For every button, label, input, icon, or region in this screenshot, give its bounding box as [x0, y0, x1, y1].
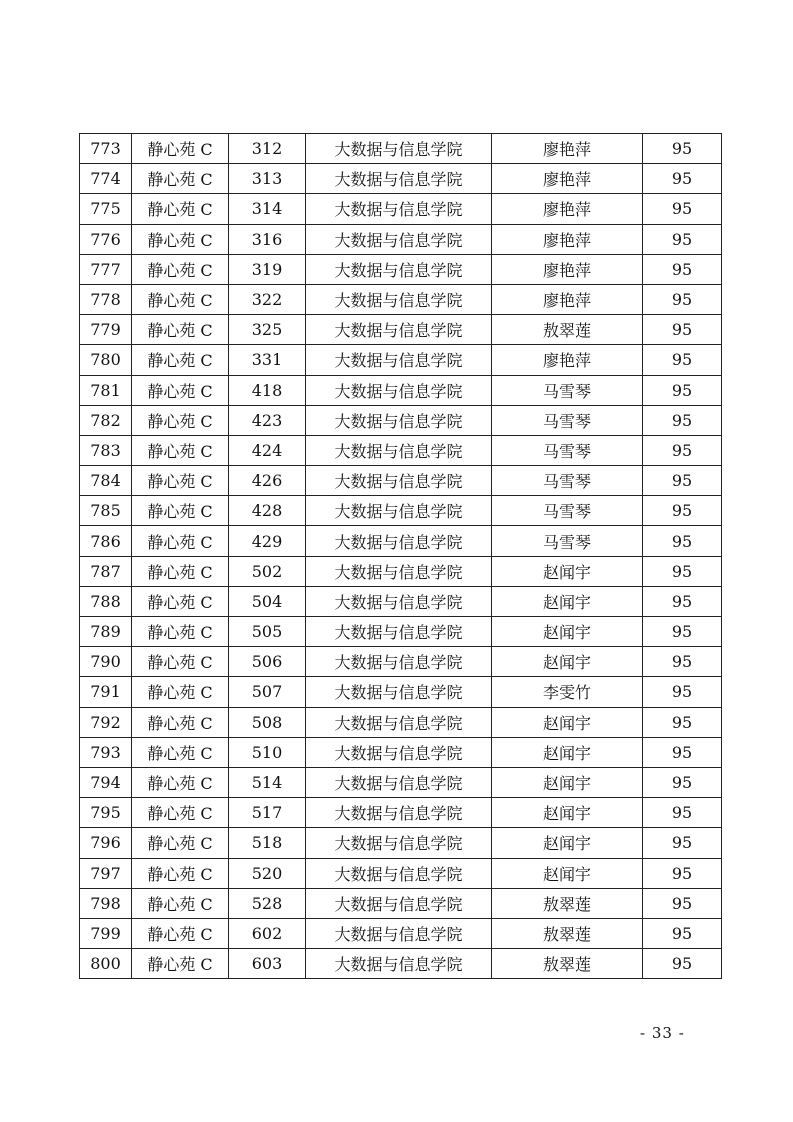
room-number-cell: 313 — [229, 164, 306, 194]
college-cell: 大数据与信息学院 — [306, 375, 492, 405]
college-cell: 大数据与信息学院 — [306, 617, 492, 647]
score-cell: 95 — [643, 949, 722, 979]
score-cell: 95 — [643, 918, 722, 948]
table-row — [80, 617, 722, 647]
college-cell: 大数据与信息学院 — [306, 284, 492, 314]
building-cell: 静心苑 C — [132, 496, 229, 526]
room-number-cell: 504 — [229, 586, 306, 616]
building-cell: 静心苑 C — [132, 647, 229, 677]
room-number-cell: 506 — [229, 647, 306, 677]
room-number-cell: 507 — [229, 677, 306, 707]
college-cell: 大数据与信息学院 — [306, 194, 492, 224]
name-cell: 赵闻宇 — [492, 737, 643, 767]
room-number-cell: 602 — [229, 918, 306, 948]
row-number-cell: 774 — [80, 164, 132, 194]
row-number-cell: 800 — [80, 949, 132, 979]
building-cell: 静心苑 C — [132, 918, 229, 948]
building-cell: 静心苑 C — [132, 828, 229, 858]
room-number-cell: 314 — [229, 194, 306, 224]
college-cell: 大数据与信息学院 — [306, 828, 492, 858]
name-cell: 廖艳萍 — [492, 284, 643, 314]
college-cell: 大数据与信息学院 — [306, 767, 492, 797]
name-cell: 廖艳萍 — [492, 194, 643, 224]
room-number-cell: 316 — [229, 224, 306, 254]
room-number-cell: 502 — [229, 556, 306, 586]
building-cell: 静心苑 C — [132, 949, 229, 979]
college-cell: 大数据与信息学院 — [306, 254, 492, 284]
table-row — [80, 586, 722, 616]
building-cell: 静心苑 C — [132, 888, 229, 918]
room-number-cell: 319 — [229, 254, 306, 284]
row-number-cell: 795 — [80, 798, 132, 828]
room-number-cell: 520 — [229, 858, 306, 888]
table-row — [80, 224, 722, 254]
row-number-cell: 791 — [80, 677, 132, 707]
name-cell: 赵闻宇 — [492, 828, 643, 858]
table-row — [80, 405, 722, 435]
score-cell: 95 — [643, 556, 722, 586]
table-row — [80, 918, 722, 948]
room-number-cell: 508 — [229, 707, 306, 737]
table-row — [80, 888, 722, 918]
dormitory-score-table — [79, 133, 722, 979]
row-number-cell: 778 — [80, 284, 132, 314]
score-cell: 95 — [643, 254, 722, 284]
table-row — [80, 858, 722, 888]
name-cell: 赵闻宇 — [492, 707, 643, 737]
name-cell: 廖艳萍 — [492, 254, 643, 284]
college-cell: 大数据与信息学院 — [306, 496, 492, 526]
room-number-cell: 312 — [229, 134, 306, 164]
score-cell: 95 — [643, 798, 722, 828]
table-row — [80, 194, 722, 224]
name-cell: 赵闻宇 — [492, 767, 643, 797]
score-cell: 95 — [643, 375, 722, 405]
name-cell: 马雪琴 — [492, 496, 643, 526]
row-number-cell: 792 — [80, 707, 132, 737]
table-row — [80, 798, 722, 828]
row-number-cell: 797 — [80, 858, 132, 888]
building-cell: 静心苑 C — [132, 556, 229, 586]
name-cell: 廖艳萍 — [492, 164, 643, 194]
building-cell: 静心苑 C — [132, 254, 229, 284]
room-number-cell: 603 — [229, 949, 306, 979]
college-cell: 大数据与信息学院 — [306, 134, 492, 164]
college-cell: 大数据与信息学院 — [306, 315, 492, 345]
page-number: - 33 - — [640, 1024, 685, 1042]
room-number-cell: 426 — [229, 466, 306, 496]
building-cell: 静心苑 C — [132, 677, 229, 707]
table-row — [80, 345, 722, 375]
room-number-cell: 418 — [229, 375, 306, 405]
room-number-cell: 322 — [229, 284, 306, 314]
building-cell: 静心苑 C — [132, 767, 229, 797]
name-cell: 马雪琴 — [492, 435, 643, 465]
college-cell: 大数据与信息学院 — [306, 707, 492, 737]
table-row — [80, 737, 722, 767]
score-cell: 95 — [643, 586, 722, 616]
row-number-cell: 794 — [80, 767, 132, 797]
room-number-cell: 423 — [229, 405, 306, 435]
row-number-cell: 790 — [80, 647, 132, 677]
college-cell: 大数据与信息学院 — [306, 737, 492, 767]
building-cell: 静心苑 C — [132, 224, 229, 254]
row-number-cell: 773 — [80, 134, 132, 164]
building-cell: 静心苑 C — [132, 798, 229, 828]
table-row — [80, 134, 722, 164]
score-cell: 95 — [643, 194, 722, 224]
row-number-cell: 783 — [80, 435, 132, 465]
building-cell: 静心苑 C — [132, 858, 229, 888]
row-number-cell: 793 — [80, 737, 132, 767]
building-cell: 静心苑 C — [132, 435, 229, 465]
table-row — [80, 677, 722, 707]
name-cell: 廖艳萍 — [492, 345, 643, 375]
college-cell: 大数据与信息学院 — [306, 949, 492, 979]
college-cell: 大数据与信息学院 — [306, 435, 492, 465]
college-cell: 大数据与信息学院 — [306, 164, 492, 194]
college-cell: 大数据与信息学院 — [306, 858, 492, 888]
table-row — [80, 828, 722, 858]
row-number-cell: 796 — [80, 828, 132, 858]
table-row — [80, 496, 722, 526]
name-cell: 敖翠莲 — [492, 918, 643, 948]
building-cell: 静心苑 C — [132, 194, 229, 224]
name-cell: 赵闻宇 — [492, 556, 643, 586]
score-cell: 95 — [643, 466, 722, 496]
name-cell: 李雯竹 — [492, 677, 643, 707]
name-cell: 敖翠莲 — [492, 888, 643, 918]
college-cell: 大数据与信息学院 — [306, 798, 492, 828]
dormitory-score-table-container — [79, 133, 715, 979]
row-number-cell: 789 — [80, 617, 132, 647]
score-cell: 95 — [643, 164, 722, 194]
name-cell: 马雪琴 — [492, 526, 643, 556]
table-row — [80, 284, 722, 314]
name-cell: 马雪琴 — [492, 466, 643, 496]
row-number-cell: 799 — [80, 918, 132, 948]
row-number-cell: 787 — [80, 556, 132, 586]
score-cell: 95 — [643, 707, 722, 737]
room-number-cell: 428 — [229, 496, 306, 526]
room-number-cell: 518 — [229, 828, 306, 858]
building-cell: 静心苑 C — [132, 466, 229, 496]
college-cell: 大数据与信息学院 — [306, 345, 492, 375]
table-row — [80, 435, 722, 465]
college-cell: 大数据与信息学院 — [306, 224, 492, 254]
college-cell: 大数据与信息学院 — [306, 526, 492, 556]
score-cell: 95 — [643, 737, 722, 767]
room-number-cell: 505 — [229, 617, 306, 647]
room-number-cell: 510 — [229, 737, 306, 767]
building-cell: 静心苑 C — [132, 375, 229, 405]
table-row — [80, 375, 722, 405]
building-cell: 静心苑 C — [132, 315, 229, 345]
room-number-cell: 528 — [229, 888, 306, 918]
name-cell: 赵闻宇 — [492, 798, 643, 828]
score-cell: 95 — [643, 677, 722, 707]
room-number-cell: 424 — [229, 435, 306, 465]
building-cell: 静心苑 C — [132, 586, 229, 616]
name-cell: 马雪琴 — [492, 405, 643, 435]
score-cell: 95 — [643, 496, 722, 526]
score-cell: 95 — [643, 134, 722, 164]
table-row — [80, 647, 722, 677]
building-cell: 静心苑 C — [132, 707, 229, 737]
row-number-cell: 784 — [80, 466, 132, 496]
name-cell: 赵闻宇 — [492, 858, 643, 888]
building-cell: 静心苑 C — [132, 284, 229, 314]
building-cell: 静心苑 C — [132, 134, 229, 164]
table-row — [80, 466, 722, 496]
row-number-cell: 777 — [80, 254, 132, 284]
room-number-cell: 517 — [229, 798, 306, 828]
name-cell: 赵闻宇 — [492, 586, 643, 616]
college-cell: 大数据与信息学院 — [306, 466, 492, 496]
college-cell: 大数据与信息学院 — [306, 918, 492, 948]
score-cell: 95 — [643, 315, 722, 345]
score-cell: 95 — [643, 767, 722, 797]
row-number-cell: 775 — [80, 194, 132, 224]
score-cell: 95 — [643, 224, 722, 254]
score-cell: 95 — [643, 405, 722, 435]
row-number-cell: 786 — [80, 526, 132, 556]
college-cell: 大数据与信息学院 — [306, 405, 492, 435]
table-row — [80, 556, 722, 586]
name-cell: 马雪琴 — [492, 375, 643, 405]
room-number-cell: 514 — [229, 767, 306, 797]
table-row — [80, 526, 722, 556]
score-cell: 95 — [643, 828, 722, 858]
building-cell: 静心苑 C — [132, 164, 229, 194]
building-cell: 静心苑 C — [132, 526, 229, 556]
row-number-cell: 781 — [80, 375, 132, 405]
row-number-cell: 782 — [80, 405, 132, 435]
room-number-cell: 429 — [229, 526, 306, 556]
row-number-cell: 779 — [80, 315, 132, 345]
college-cell: 大数据与信息学院 — [306, 586, 492, 616]
row-number-cell: 785 — [80, 496, 132, 526]
score-cell: 95 — [643, 345, 722, 375]
row-number-cell: 780 — [80, 345, 132, 375]
college-cell: 大数据与信息学院 — [306, 888, 492, 918]
table-row — [80, 707, 722, 737]
row-number-cell: 798 — [80, 888, 132, 918]
row-number-cell: 776 — [80, 224, 132, 254]
name-cell: 敖翠莲 — [492, 949, 643, 979]
score-cell: 95 — [643, 617, 722, 647]
table-row — [80, 164, 722, 194]
score-cell: 95 — [643, 284, 722, 314]
college-cell: 大数据与信息学院 — [306, 647, 492, 677]
table-row — [80, 254, 722, 284]
name-cell: 敖翠莲 — [492, 315, 643, 345]
building-cell: 静心苑 C — [132, 345, 229, 375]
building-cell: 静心苑 C — [132, 737, 229, 767]
table-row — [80, 315, 722, 345]
college-cell: 大数据与信息学院 — [306, 677, 492, 707]
building-cell: 静心苑 C — [132, 617, 229, 647]
name-cell: 廖艳萍 — [492, 134, 643, 164]
name-cell: 赵闻宇 — [492, 617, 643, 647]
score-cell: 95 — [643, 435, 722, 465]
score-cell: 95 — [643, 647, 722, 677]
name-cell: 廖艳萍 — [492, 224, 643, 254]
score-cell: 95 — [643, 526, 722, 556]
row-number-cell: 788 — [80, 586, 132, 616]
score-cell: 95 — [643, 858, 722, 888]
room-number-cell: 325 — [229, 315, 306, 345]
table-body — [80, 134, 722, 979]
building-cell: 静心苑 C — [132, 405, 229, 435]
name-cell: 赵闻宇 — [492, 647, 643, 677]
table-row — [80, 767, 722, 797]
room-number-cell: 331 — [229, 345, 306, 375]
table-row — [80, 949, 722, 979]
college-cell: 大数据与信息学院 — [306, 556, 492, 586]
score-cell: 95 — [643, 888, 722, 918]
